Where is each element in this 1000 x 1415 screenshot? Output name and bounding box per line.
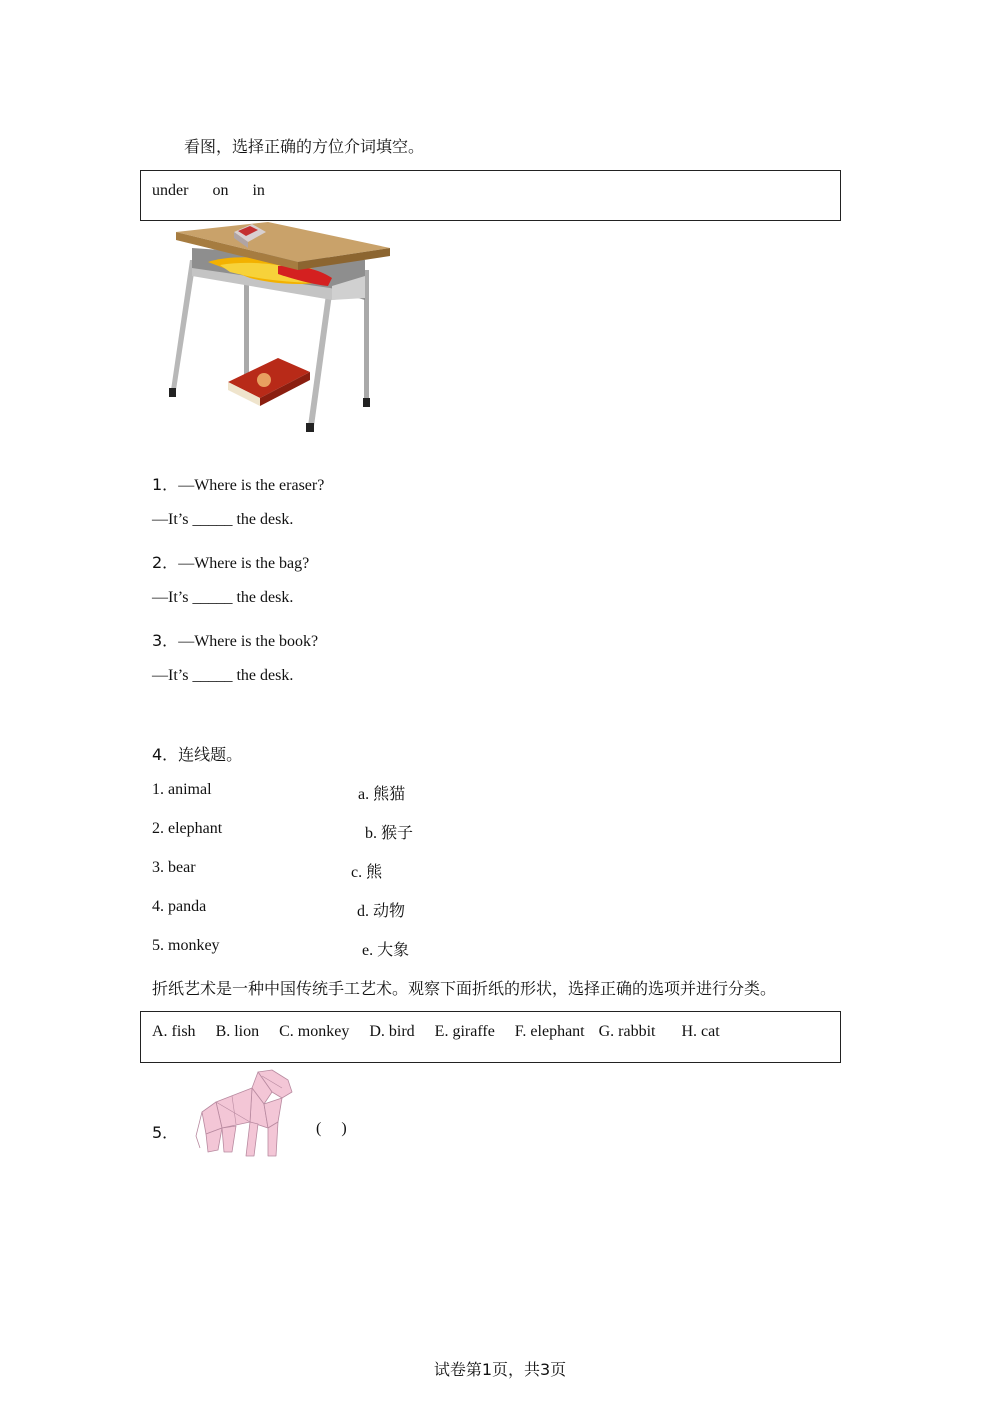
- option-b: B. lion: [215, 1023, 260, 1040]
- lion-front-leg: [268, 1122, 278, 1156]
- matching-left-item: 3. bear: [152, 859, 196, 876]
- question-text: —Where is the book?: [178, 633, 319, 650]
- question-5-number: 5．: [152, 1123, 179, 1142]
- lion-hind-leg: [222, 1126, 236, 1152]
- option-d: D. bird: [369, 1023, 415, 1040]
- desk-foot: [306, 423, 314, 432]
- question-5-answer-blank[interactable]: ( ): [316, 1120, 347, 1137]
- option-h: H. cat: [681, 1023, 720, 1040]
- answer-1: —It’s _____ the desk.: [152, 511, 294, 528]
- matching-right-item: d. 动物: [357, 903, 406, 920]
- question-text: —Where is the eraser?: [178, 477, 325, 494]
- option-g: G. rabbit: [598, 1023, 656, 1040]
- word-in: in: [252, 182, 265, 199]
- matching-left-item: 1. animal: [152, 781, 212, 798]
- question-text: —Where is the bag?: [178, 555, 310, 572]
- desk-illustration: [160, 220, 395, 440]
- question-number: 1．: [152, 475, 179, 494]
- lion-front-leg: [246, 1122, 258, 1156]
- desk-foot: [363, 398, 370, 407]
- question-number: 2．: [152, 553, 179, 572]
- book-cover-art: [257, 373, 271, 387]
- option-f: F. elephant: [514, 1023, 585, 1040]
- word-under: under: [152, 182, 189, 199]
- question-1: [152, 472, 324, 495]
- question-3: [152, 628, 318, 651]
- origami-lion-image: [192, 1062, 298, 1160]
- question-2: [152, 550, 309, 573]
- matching-left-item: 4. panda: [152, 898, 207, 915]
- question-number: 3．: [152, 631, 179, 650]
- option-c: C. monkey: [279, 1023, 350, 1040]
- options-row: [152, 1023, 720, 1041]
- instruction-prepositions: 看图，选择正确的方位介词填空。: [184, 137, 425, 156]
- instruction-origami: 折纸艺术是一种中国传统手工艺术。观察下面折纸的形状，选择正确的选项并进行分类。: [152, 979, 777, 998]
- matching-right-item: b. 猴子: [365, 825, 414, 842]
- desk-leg-back-left: [244, 270, 249, 378]
- options-box: [140, 1011, 841, 1063]
- matching-title: 4．连线题。: [152, 745, 243, 764]
- word-bank-box: [140, 170, 841, 221]
- option-a: A. fish: [152, 1023, 196, 1040]
- answer-2: —It’s _____ the desk.: [152, 589, 294, 606]
- answer-3: —It’s _____ the desk.: [152, 667, 294, 684]
- matching-right-item: e. 大象: [362, 942, 410, 959]
- lion-tail: [196, 1112, 202, 1148]
- page-footer: 试卷第1页，共3页: [433, 1360, 567, 1379]
- desk-foot: [169, 388, 176, 397]
- option-e: E. giraffe: [434, 1023, 495, 1040]
- desk-leg-front-left: [171, 260, 196, 390]
- matching-right-item: c. 熊: [351, 864, 383, 881]
- matching-left-item: 2. elephant: [152, 820, 223, 837]
- matching-right-item: a. 熊猫: [358, 786, 406, 803]
- matching-left-item: 5. monkey: [152, 937, 220, 954]
- word-on: on: [212, 182, 229, 199]
- word-bank: [152, 182, 265, 200]
